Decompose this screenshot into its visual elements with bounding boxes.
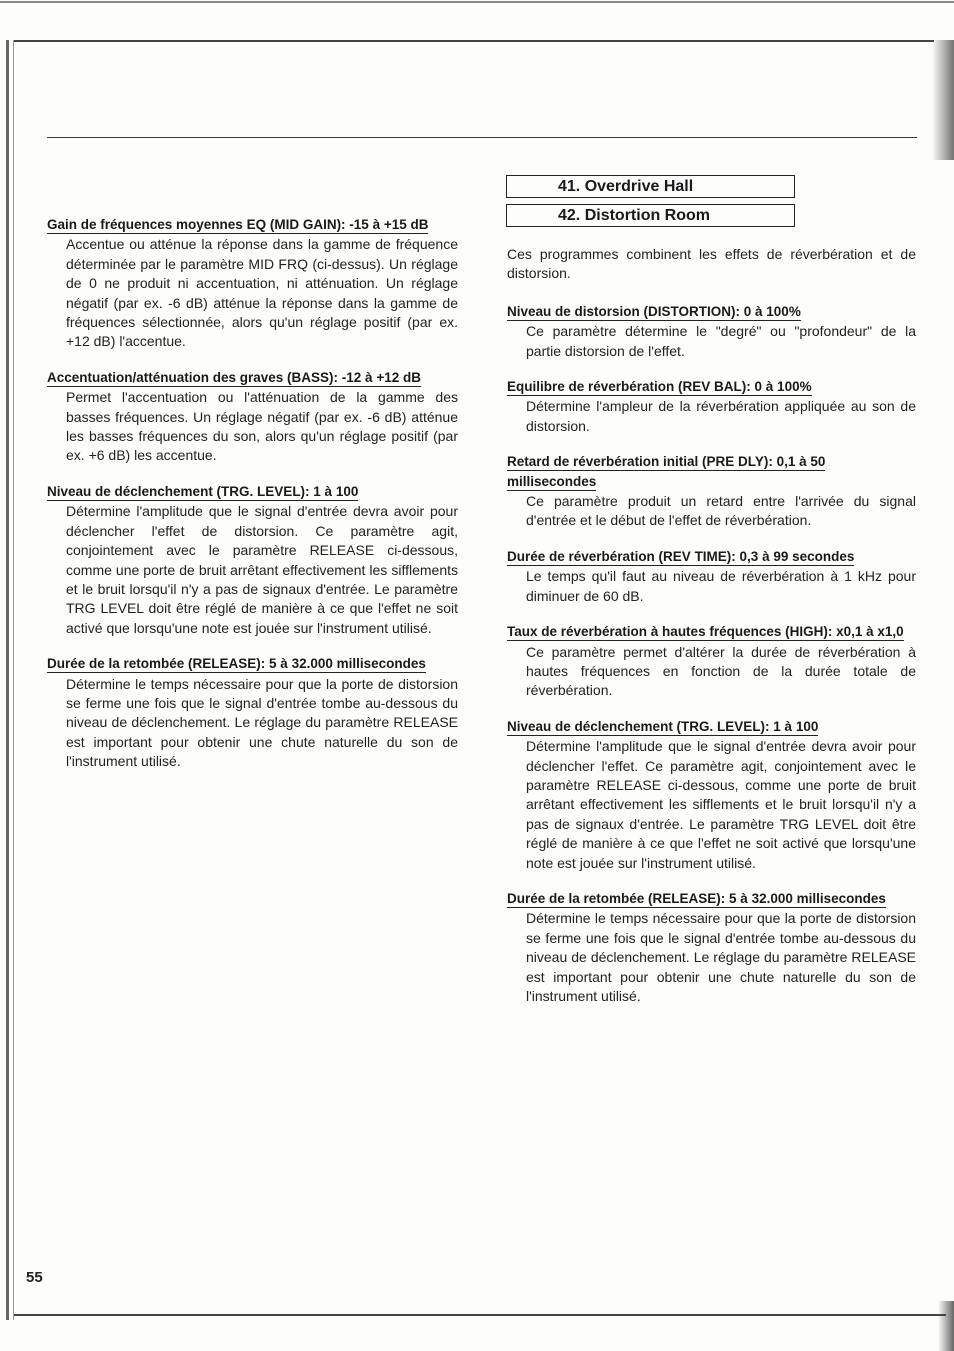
section-body: Ce paramètre produit un retard entre l'arrivée du signal d'entrée et le début de l'effet de réverbération. (526, 493, 916, 529)
page-edge-top (0, 1, 954, 3)
section-body: Détermine l'ampleur de la réverbération appliquée au son de distorsion. (526, 398, 916, 434)
program-title-41: 41. Overdrive Hall (506, 175, 795, 198)
section-body: Détermine l'amplitude que le signal d'entrée devra avoir pour déclencher l'effet de distorsion. Ce paramètre agit, conjointement avec le paramètre RELEASE ci-dessous, comme une porte de bruit arrêtant effectivement les sifflements et le bruit lorsqu'il n'y a pas de signaux d'entrée. Le paramètre TRG LEVEL doit être réglé de manière à ce que l'effet ne soit activé que lorsqu'une note est jouée sur l'instrument utilisé. (66, 503, 458, 636)
top-frame-line (14, 40, 934, 42)
section-high (507, 622, 916, 701)
section-heading: Niveau de distorsion (DISTORTION): 0 à 100% (507, 303, 801, 319)
section-bass (47, 368, 458, 466)
section-heading: Accentuation/atténuation des graves (BASS): -12 à +12 dB (47, 369, 421, 385)
section-rev-time (507, 547, 916, 606)
section-trg-level (47, 482, 458, 638)
section-heading: Durée de la retombée (RELEASE): 5 à 32.000 millisecondes (47, 656, 426, 672)
section-rev-bal (507, 377, 916, 436)
section-heading: Gain de fréquences moyennes EQ (MID GAIN): -15 à +15 dB (47, 217, 429, 232)
bottom-frame-line (14, 1314, 946, 1316)
page-edge-left (6, 40, 9, 1320)
corner-shadow (932, 40, 954, 160)
header-rule (47, 137, 917, 138)
section-heading: Equilibre de réverbération (REV BAL): 0 à 100% (507, 379, 812, 395)
section-pre-dly (507, 452, 916, 531)
section-distortion (507, 302, 916, 361)
section-heading: Durée de la retombée (RELEASE): 5 à 32.000 millisecondes (507, 890, 886, 906)
section-body: Détermine le temps nécessaire pour que la porte de distorsion se ferme une fois que le signal d'entrée tombe au-dessous du niveau de déclenchement. Le réglage du paramètre RELEASE est important pour obtenir une chute naturelle du son de l'instrument utilisé. (526, 910, 916, 1004)
section-body: Permet l'accentuation ou l'atténuation de la gamme des basses fréquences. Un réglage négatif (par ex. -6 dB) atténue les basses fréquences du son, alors qu'un réglage positif (par ex. +6 dB) les accentue. (66, 389, 458, 464)
section-trg-level-2 (507, 717, 916, 873)
page-edge-left-inner (13, 40, 14, 1320)
section-heading: Durée de réverbération (REV TIME): 0,3 à 99 secondes (507, 548, 855, 564)
section-body: Détermine le temps nécessaire pour que la porte de distorsion se ferme une fois que le signal d'entrée tombe au-dessous du niveau de déclenchement. Le réglage du paramètre RELEASE est important pour obtenir une chute naturelle du son de l'instrument utilisé. (66, 675, 458, 770)
section-body: Ce paramètre permet d'altérer la durée de réverbération à hautes fréquences en fonction de la durée totale de réverbération. (526, 643, 916, 699)
page-number: 55 (26, 1269, 43, 1286)
section-mid-gain (47, 215, 458, 352)
section-body: Le temps qu'il faut au niveau de réverbération à 1 kHz pour diminuer de 60 dB. (526, 568, 916, 604)
section-heading: Niveau de déclenchement (TRG. LEVEL): 1 à 100 (507, 718, 819, 734)
section-heading: Niveau de déclenchement (TRG. LEVEL): 1 à 100 (47, 483, 359, 499)
intro-paragraph: Ces programmes combinent les effets de réverbération et de distorsion. (507, 246, 916, 282)
section-body: Accentue ou atténue la réponse dans la gamme de fréquence déterminée par le paramètre MID FRQ (ci-dessus). Un réglage de 0 ne produit ni accentuation, ni atténuation. Un réglage négatif (par ex. -6 dB) atténue la réponse dans la gamme de fréquences sélectionnée, alors qu'un réglage positif (par ex. +12 dB) l'accentue. (66, 236, 458, 350)
section-body: Ce paramètre détermine le "degré" ou "profondeur" de la partie distorsion de l'effet. (526, 323, 916, 359)
section-heading: Taux de réverbération à hautes fréquences (HIGH): x0,1 à x1,0 (507, 624, 904, 640)
section-heading: Retard de réverbération initial (PRE DLY): 0,1 à 50 millisecondes (507, 454, 826, 489)
section-release-2 (507, 889, 916, 1006)
left-column (47, 215, 458, 788)
right-column (507, 245, 916, 1022)
program-title-42: 42. Distortion Room (506, 204, 795, 227)
corner-shadow-bottom (938, 1301, 954, 1351)
section-body: Détermine l'amplitude que le signal d'entrée devra avoir pour déclencher l'effet. Ce paramètre agit, conjointement avec le paramètre RELEASE ci-dessous, comme une porte de bruit arrêtant effectivement les sifflements et le bruit lorsqu'il n'y a pas de signaux d'entrée. Le paramètre TRG LEVEL doit être réglé de manière à ce que l'effet ne soit activé que lorsqu'une note est jouée sur l'instrument utilisé. (526, 738, 916, 871)
section-release (47, 654, 458, 771)
